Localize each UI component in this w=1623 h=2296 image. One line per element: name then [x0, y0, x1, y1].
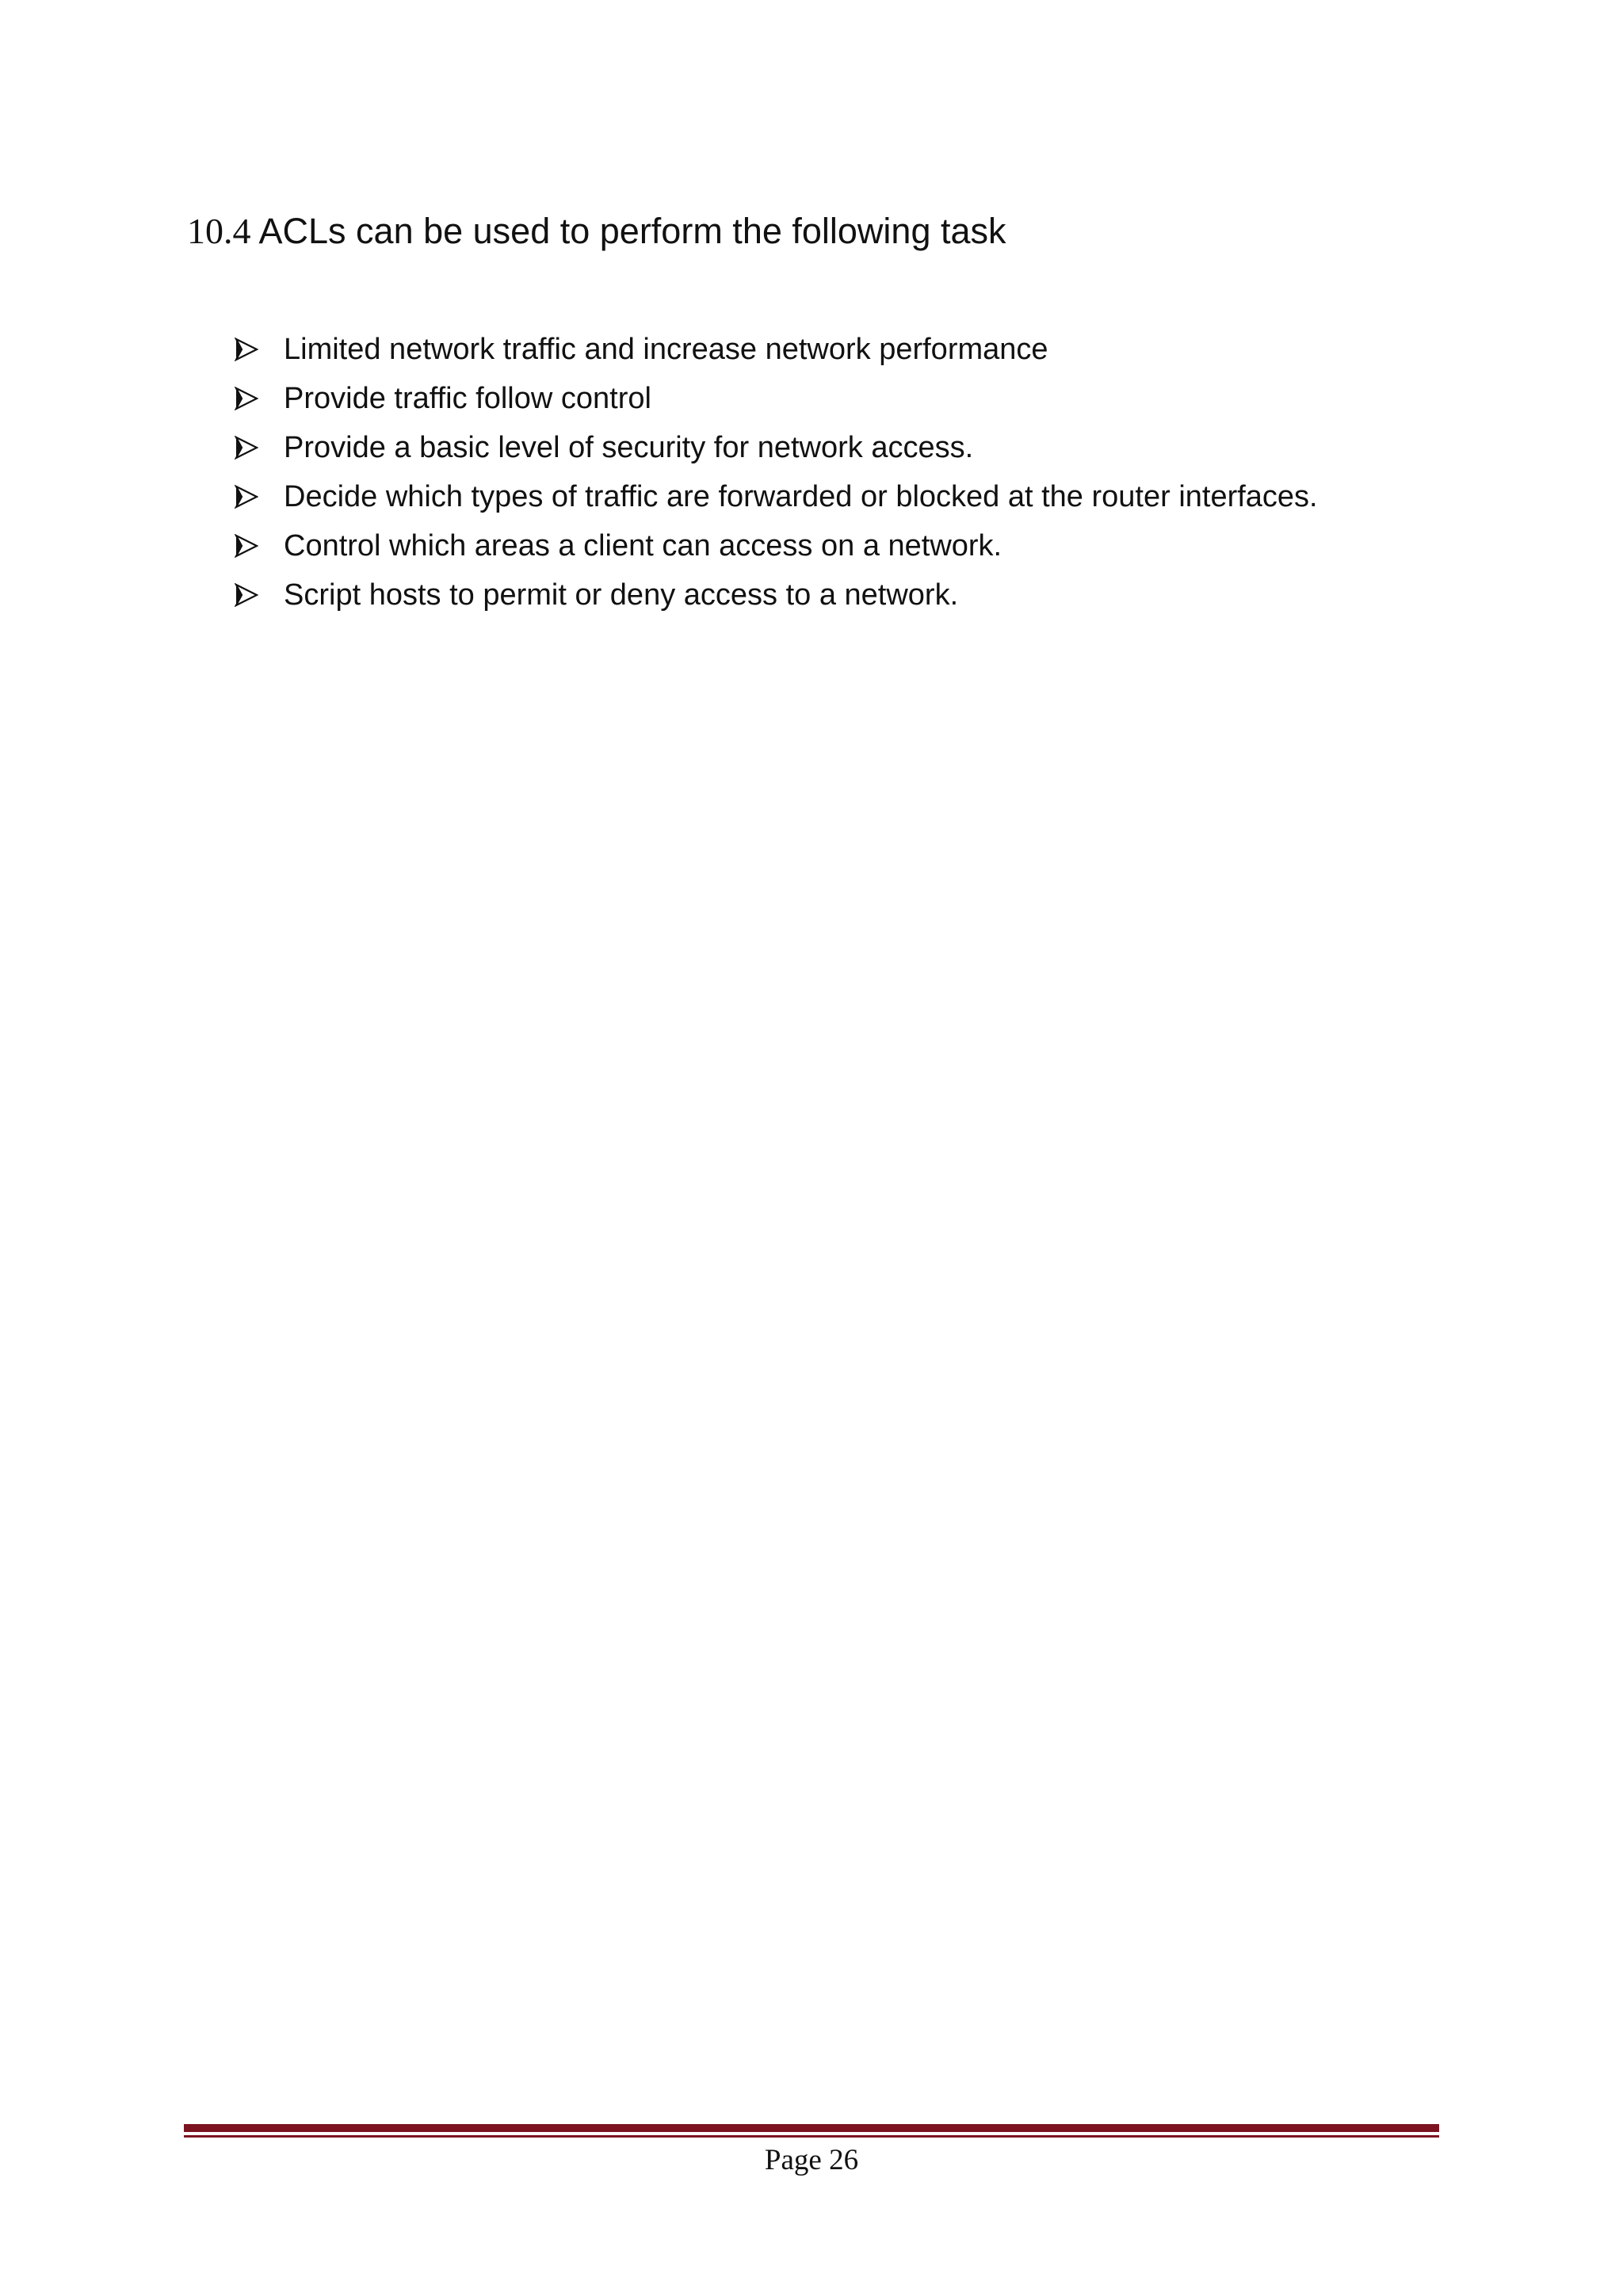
arrowhead-bullet-icon: [235, 485, 258, 509]
bullet-text: Provide a basic level of security for network access.: [284, 431, 974, 464]
arrowhead-bullet-icon: [235, 387, 258, 410]
section-title: ACLs can be used to perform the following task: [258, 211, 1006, 251]
bullet-text: Limited network traffic and increase network performance: [284, 333, 1048, 366]
bullet-text: Provide traffic follow control: [284, 382, 651, 415]
arrowhead-bullet-icon: [235, 436, 258, 460]
bullet-text: Script hosts to permit or deny access to a network.: [284, 578, 959, 612]
bullet-text: Decide which types of traffic are forwarded or blocked at the router interfaces.: [284, 480, 1318, 513]
section-number: 10.4: [187, 211, 251, 251]
bullet-text: Control which areas a client can access on a network.: [284, 529, 1002, 563]
footer-divider: [184, 2124, 1439, 2132]
arrowhead-bullet-icon: [235, 583, 258, 607]
arrowhead-bullet-icon: [235, 338, 258, 361]
page-number: Page 26: [764, 2144, 859, 2176]
arrowhead-bullet-icon: [235, 534, 258, 558]
footer-divider-thin: [184, 2135, 1439, 2138]
section-heading: [187, 208, 1006, 255]
